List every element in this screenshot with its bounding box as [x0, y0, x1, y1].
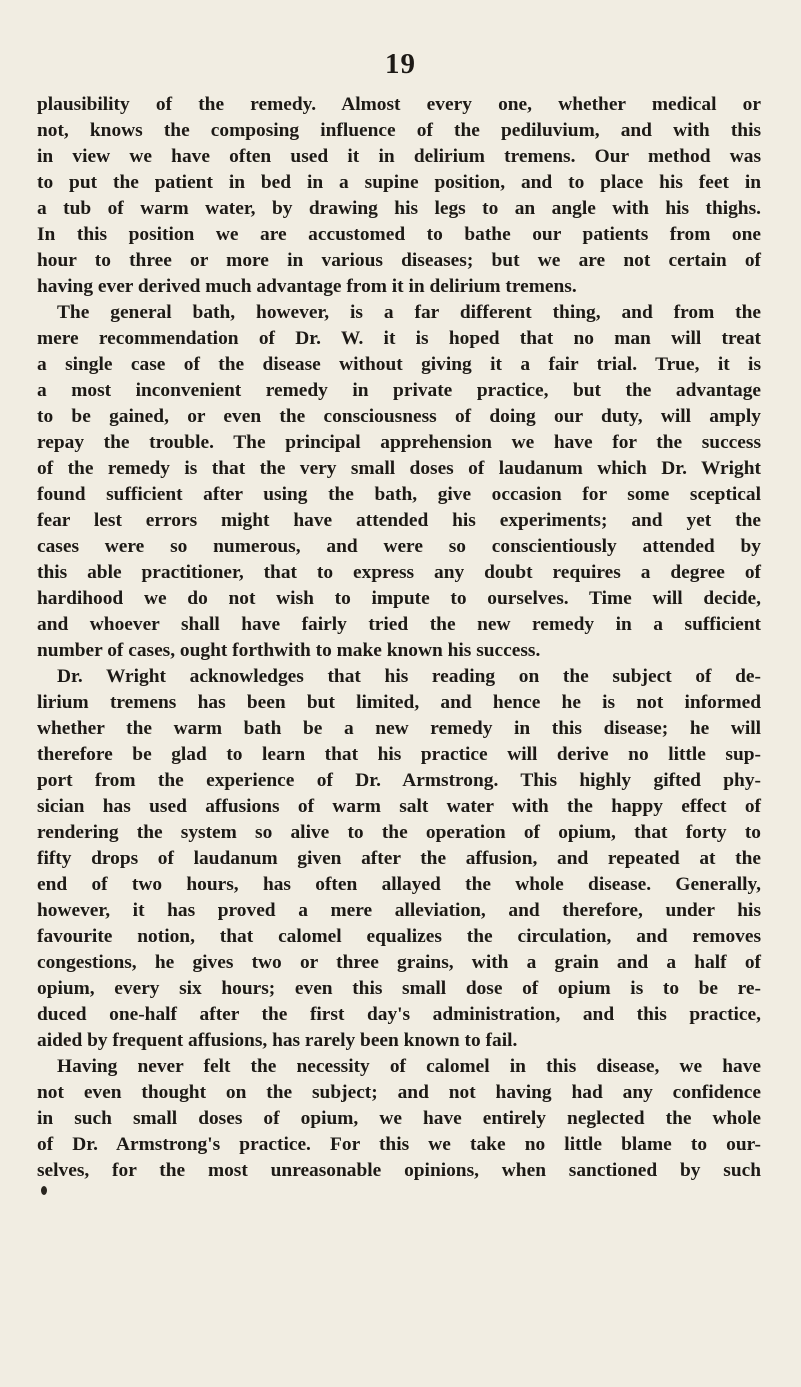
text-line: plausibility of the remedy. Almost every one, whether medical or — [37, 94, 761, 115]
text-line: lirium tremens has been but limited, and hence he is not informed — [37, 692, 761, 713]
ink-blot — [41, 1186, 47, 1195]
text-line: opium, every six hours; even this small dose of opium is to be re- — [37, 978, 761, 999]
text-line: mere recommendation of Dr. W. it is hoped that no man will treat — [37, 328, 761, 349]
text-line: Dr. Wright acknowledges that his reading on the subject of de- — [57, 666, 761, 687]
text-line: cases were so numerous, and were so conscientiously attended by — [37, 536, 761, 557]
text-line: not, knows the composing influence of the pediluvium, and with this — [37, 120, 761, 141]
text-line: port from the experience of Dr. Armstrong. This highly gifted phy- — [37, 770, 761, 791]
text-line: therefore be glad to learn that his practice will derive no little sup- — [37, 744, 761, 765]
text-line: and whoever shall have fairly tried the new remedy in a sufficient — [37, 614, 761, 635]
text-line: to put the patient in bed in a supine position, and to place his feet in — [37, 172, 761, 193]
text-line: hardihood we do not wish to impute to ourselves. Time will decide, — [37, 588, 761, 609]
text-line: in such small doses of opium, we have entirely neglected the whole — [37, 1108, 761, 1129]
text-line: selves, for the most unreasonable opinions, when sanctioned by such — [37, 1160, 761, 1181]
text-line: favourite notion, that calomel equalizes the circulation, and removes — [37, 926, 761, 947]
text-line: number of cases, ought forthwith to make known his success. — [37, 640, 541, 661]
text-line: not even thought on the subject; and not having had any confidence — [37, 1082, 761, 1103]
text-line: to be gained, or even the consciousness of doing our duty, will amply — [37, 406, 761, 427]
text-line: fifty drops of laudanum given after the affusion, and repeated at the — [37, 848, 761, 869]
text-line: fear lest errors might have attended his experiments; and yet the — [37, 510, 761, 531]
text-line: however, it has proved a mere alleviation, and therefore, under his — [37, 900, 761, 921]
text-line: a single case of the disease without giving it a fair trial. True, it is — [37, 354, 761, 375]
text-line: aided by frequent affusions, has rarely been known to fail. — [37, 1030, 518, 1051]
text-line: congestions, he gives two or three grains, with a grain and a half of — [37, 952, 761, 973]
text-line: rendering the system so alive to the operation of opium, that forty to — [37, 822, 761, 843]
text-line: end of two hours, has often allayed the whole disease. Generally, — [37, 874, 761, 895]
text-line: having ever derived much advantage from it in delirium tremens. — [37, 276, 577, 297]
text-line: of Dr. Armstrong's practice. For this we take no little blame to our- — [37, 1134, 761, 1155]
page-number: 19 — [385, 48, 416, 80]
text-line: In this position we are accustomed to bathe our patients from one — [37, 224, 761, 245]
text-line: found sufficient after using the bath, give occasion for some sceptical — [37, 484, 761, 505]
text-line: a most inconvenient remedy in private practice, but the advantage — [37, 380, 761, 401]
text-line: in view we have often used it in delirium tremens. Our method was — [37, 146, 761, 167]
text-line: The general bath, however, is a far different thing, and from the — [57, 302, 761, 323]
text-line: whether the warm bath be a new remedy in this disease; he will — [37, 718, 761, 739]
text-line: duced one-half after the first day's administration, and this practice, — [37, 1004, 761, 1025]
text-line: a tub of warm water, by drawing his legs to an angle with his thighs. — [37, 198, 761, 219]
text-line: sician has used affusions of warm salt water with the happy effect of — [37, 796, 761, 817]
text-line: repay the trouble. The principal apprehension we have for the success — [37, 432, 761, 453]
text-line: Having never felt the necessity of calomel in this disease, we have — [57, 1056, 761, 1077]
text-line: of the remedy is that the very small doses of laudanum which Dr. Wright — [37, 458, 761, 479]
text-line: hour to three or more in various diseases; but we are not certain of — [37, 250, 761, 271]
body-text — [37, 92, 761, 1184]
text-line: this able practitioner, that to express any doubt requires a degree of — [37, 562, 761, 583]
